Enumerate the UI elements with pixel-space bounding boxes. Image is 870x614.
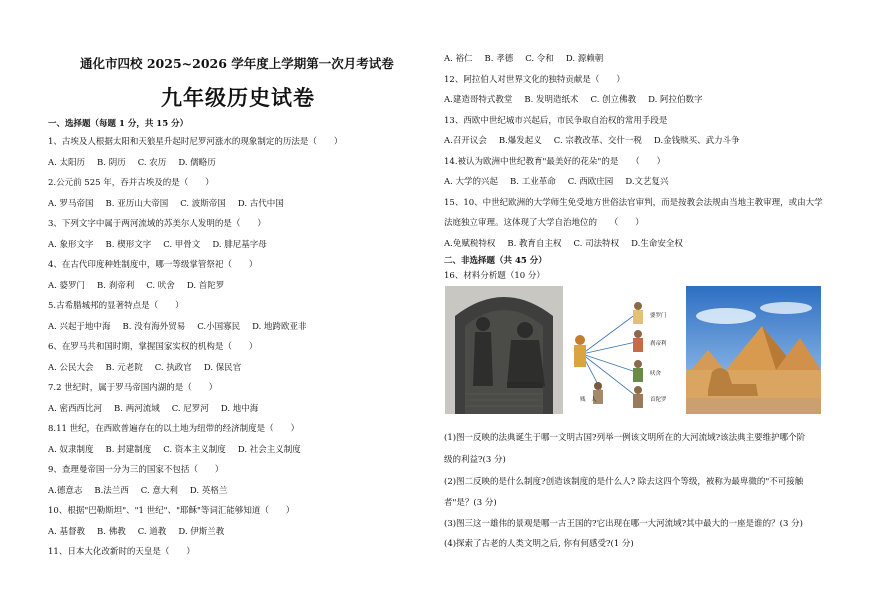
section-one-heading: 一、选择题（每题 1 分，共 15 分） xyxy=(48,119,189,129)
option-d: D. 腓尼基字母 xyxy=(212,239,267,250)
question-1-options xyxy=(48,159,228,168)
hammurabi-stele-image xyxy=(445,286,563,414)
option-d: D. 首陀罗 xyxy=(186,280,225,291)
right-question-4-options xyxy=(444,240,695,249)
option-c: C. 尼罗河 xyxy=(171,403,209,414)
option-c: C. 波斯帝国 xyxy=(180,198,226,209)
option-c: C. 司法特权 xyxy=(573,238,620,249)
option-c: C. 道教 xyxy=(137,526,167,537)
sub-question-line-4: 者"是？(3 分) xyxy=(444,498,497,508)
option-c: C. 令和 xyxy=(525,54,554,64)
question-1-stem: 1、古埃及人根据太阳和天狼星升起时尼罗河涨水的现象制定的历法是（ ） xyxy=(48,137,343,147)
option-a: A. 基督教 xyxy=(48,526,86,537)
sub-question-line-6: (4)探索了古老的人类文明之后, 你有何感受?(1 分) xyxy=(444,539,634,549)
option-b: B. 发明造纸术 xyxy=(524,95,579,105)
option-a: A.德意志 xyxy=(48,485,83,496)
option-b: B. 佛教 xyxy=(97,526,126,537)
question-5-stem: 5.古希腊城邦的显著特点是（ ） xyxy=(48,301,184,311)
option-b: B.法兰西 xyxy=(94,485,129,496)
option-d: D.金钱赎买、武力斗争 xyxy=(653,136,740,146)
option-d: D. 社会主义制度 xyxy=(237,444,301,455)
option-d: D.文艺复兴 xyxy=(625,177,669,187)
option-c: C. 执政官 xyxy=(154,362,192,373)
sub-question-line-5: (3)图三这一雄伟的景观是哪一古王国的?它出现在哪一大河流域?其中最大的一座是谁的？(3 分) xyxy=(444,519,803,529)
right-question-3-stem: 14.被认为欧洲中世纪教育"最美好的花朵"的是 （ ） xyxy=(444,156,666,167)
question-6-options xyxy=(48,364,253,373)
question-9-stem: 9、查理曼帝国一分为三的国家不包括（ ） xyxy=(48,465,224,475)
question-5-options xyxy=(48,323,319,332)
option-a: A. 罗马帝国 xyxy=(48,198,94,209)
option-a: A. 密西西比河 xyxy=(48,403,103,414)
option-d: D. 阿拉伯数字 xyxy=(648,95,703,105)
option-d: D. 古代中国 xyxy=(237,198,284,209)
option-a: A.免赋税特权 xyxy=(444,238,496,249)
question-2-stem: 2.公元前 525 年，吞并古埃及的是（ ） xyxy=(48,178,214,188)
option-b: B. 孝德 xyxy=(484,54,514,64)
option-d: D. 伊斯兰教 xyxy=(178,526,225,537)
option-a: A. 裕仁 xyxy=(444,54,473,64)
option-b: B. 工业革命 xyxy=(510,177,556,187)
option-b: B. 封建制度 xyxy=(105,444,152,455)
option-b: B. 刹帝利 xyxy=(97,280,135,291)
sub-question-line-2: 级的利益?(3 分) xyxy=(444,455,506,465)
question-7-options xyxy=(48,405,270,414)
right-question-4-stem: 15、10、中世纪欧洲的大学师生免受地方世俗法官审判，而是按教会法规由当地主教审理，或由大学 xyxy=(444,197,823,208)
question-9-options xyxy=(48,487,239,496)
right-question-1-options xyxy=(444,96,715,105)
option-b: B. 两河流域 xyxy=(114,403,160,414)
right-question-4-stem-cont: 法庭独立审理。这体现了大学自治地位的 （ ） xyxy=(444,218,644,228)
option-a: A. 象形文字 xyxy=(48,239,94,250)
exam-title: 通化市四校 2025~2026 学年度上学期第一次月考试卷 xyxy=(80,56,394,71)
option-c: C. 宗教改革、交什一税 xyxy=(553,136,642,146)
caste-label-vaishya: 吠舍 xyxy=(650,371,662,377)
option-c: C. 西欧庄园 xyxy=(567,177,614,187)
option-b: B. 教育自主权 xyxy=(507,238,562,249)
option-a: A. 奴隶制度 xyxy=(48,444,94,455)
question-2-options xyxy=(48,200,296,209)
option-a: A. 兴起于地中海 xyxy=(48,321,111,332)
option-b: B. 元老院 xyxy=(105,362,143,373)
option-b: B. 楔形文字 xyxy=(105,239,152,250)
question-8-stem: 8.11 世纪，在西欧普遍存在的以土地为纽带的经济制度是（ ） xyxy=(48,424,300,434)
question-7-stem: 7.2 世纪时，属于罗马帝国内湖的是（ ） xyxy=(48,383,218,393)
option-c: C. 资本主义制度 xyxy=(163,444,226,455)
question-16-heading: 16、材料分析题（10 分） xyxy=(444,271,545,281)
option-d: D. 英格兰 xyxy=(189,485,228,496)
option-b: B. 阴历 xyxy=(97,157,126,168)
question-11-stem: 11、日本大化改新时的天皇是（ ） xyxy=(48,547,195,557)
option-c: C. 农历 xyxy=(137,157,167,168)
option-c: C. 甲骨文 xyxy=(163,239,201,250)
question-10-stem: 10、根据"巴勒斯坦"、"1 世纪"、"耶稣"等词汇能够知道（ ） xyxy=(48,506,295,516)
caste-label-brahmin: 婆罗门 xyxy=(650,313,667,319)
option-b: B. 没有海外贸易 xyxy=(122,321,186,332)
option-b: B. 亚历山大帝国 xyxy=(105,198,169,209)
option-d: D. 地跨欧亚非 xyxy=(252,321,307,332)
option-c: C. 吠舍 xyxy=(146,280,175,291)
question-4-options xyxy=(48,282,236,291)
option-d: D.生命安全权 xyxy=(631,238,683,249)
caste-label-shudra: 首陀罗 xyxy=(650,397,667,403)
option-a: A. 公民大会 xyxy=(48,362,94,373)
section-two-heading: 二、非选择题（共 45 分） xyxy=(444,256,547,266)
option-d: D. 儒略历 xyxy=(178,157,216,168)
right-question-1-stem: 12、阿拉伯人对世界文化的独特贡献是（ ） xyxy=(444,74,625,85)
option-c: C.小国寡民 xyxy=(197,321,241,332)
option-a: A.建造哥特式教堂 xyxy=(444,95,513,105)
right-question-3-options xyxy=(444,178,681,187)
right-question-2-stem: 13、西欧中世纪城市兴起后，市民争取自治权的常用手段是 xyxy=(444,115,668,126)
question-3-stem: 3、下列文字中属于两河流域的苏美尔人发明的是（ ） xyxy=(48,219,266,229)
option-a: A. 大学的兴起 xyxy=(444,177,499,187)
option-a: A.召开议会 xyxy=(444,136,487,146)
question-4-stem: 4、在古代印度种姓制度中，哪一等级掌管祭祀（ ） xyxy=(48,260,258,270)
question-10-options xyxy=(48,528,236,537)
option-b: B.爆发起义 xyxy=(498,136,542,146)
sub-question-line-1: (1)图一反映的法典诞生于哪一文明古国?列举一例该文明所在的大河流域?该法典主要维护哪个阶 xyxy=(444,433,806,443)
pyramids-image xyxy=(686,286,821,414)
option-a: A. 太阳历 xyxy=(48,157,86,168)
option-c: C. 创立佛教 xyxy=(590,95,637,105)
sub-question-line-3: (2)图二反映的是什么制度?创造该制度的是什么人? 除去这四个等级，被称为最卑微的"不可接触 xyxy=(444,477,804,487)
option-d: D. 保民官 xyxy=(203,362,242,373)
question-6-stem: 6、在罗马共和国时期，掌握国家实权的机构是（ ） xyxy=(48,342,258,352)
caste-system-diagram xyxy=(566,292,684,412)
option-d: D. 源赖朝 xyxy=(565,54,604,64)
question-8-options xyxy=(48,446,313,455)
right-question-0-options xyxy=(444,55,615,64)
subject-title: 九年级历史试卷 xyxy=(161,85,315,110)
right-question-2-options xyxy=(444,137,752,146)
caste-label-untouchable: 贱 人 xyxy=(580,397,597,403)
caste-label-kshatriya: 刹帝利 xyxy=(650,341,667,347)
question-3-options xyxy=(48,241,279,250)
option-c: C. 意大利 xyxy=(140,485,178,496)
option-a: A. 婆罗门 xyxy=(48,280,86,291)
option-d: D. 地中海 xyxy=(220,403,259,414)
